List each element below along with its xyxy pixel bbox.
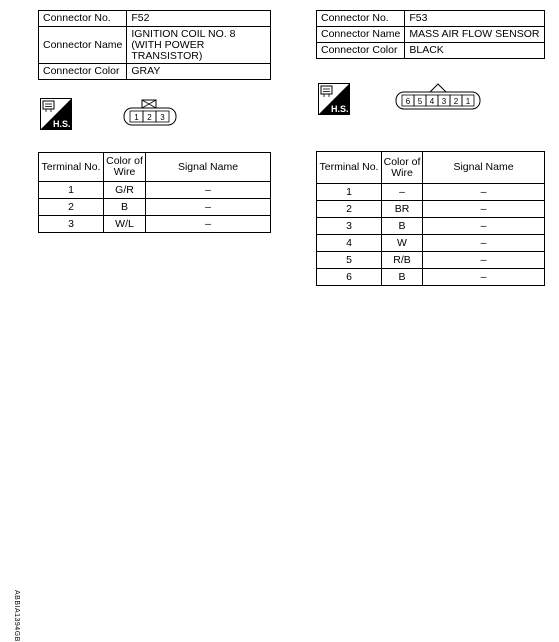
terminal-cell: 5: [317, 252, 382, 269]
pin-label: 3: [160, 113, 165, 122]
connector-color-value: GRAY: [127, 64, 271, 80]
connector-glyph-icon: [43, 101, 54, 112]
table-row: [317, 252, 545, 269]
left-terminal-table: [38, 152, 271, 233]
signal-cell: –: [423, 218, 545, 235]
right-terminal-table: [316, 151, 545, 286]
hs-label: H.S.: [53, 119, 71, 129]
color-cell: B: [104, 199, 146, 216]
table-row: [39, 182, 271, 199]
pin-label: 5: [417, 97, 423, 106]
pin-label: 4: [429, 97, 435, 106]
connector-no-label: Connector No.: [317, 11, 405, 27]
pin-label: 1: [465, 97, 471, 106]
connector-name-row: [317, 27, 545, 43]
signal-cell: –: [146, 199, 271, 216]
connector-color-value: BLACK: [405, 43, 545, 59]
signal-name-header: Signal Name: [423, 152, 545, 184]
color-header-line-1: Color of: [106, 155, 143, 167]
table-row: [317, 235, 545, 252]
connector-no-label: Connector No.: [39, 11, 127, 27]
right-connector-info-table: [316, 10, 545, 59]
hs-label: H.S.: [331, 104, 349, 114]
color-header-line-1: Color of: [383, 155, 421, 168]
color-cell: W/L: [104, 216, 146, 233]
connector-name-row: [39, 27, 271, 64]
signal-cell: –: [423, 252, 545, 269]
color-header-line-2: Wire: [113, 166, 136, 178]
figure-code: ABBIA1394GB: [13, 590, 20, 642]
color-of-wire-header: [104, 153, 146, 182]
color-cell: BR: [382, 201, 423, 218]
terminal-no-header: Terminal No.: [39, 153, 104, 182]
color-header-line-2: Wire: [391, 166, 413, 179]
signal-cell: –: [146, 182, 271, 199]
hs-harness-side-icon: [318, 83, 350, 115]
pin-label: 6: [405, 97, 411, 106]
connector-color-row: [317, 43, 545, 59]
signal-name-header: Signal Name: [146, 153, 271, 182]
signal-cell: –: [423, 201, 545, 218]
table-row: [317, 218, 545, 235]
table-row: [317, 269, 545, 286]
pin-label: 3: [441, 97, 447, 106]
signal-cell: –: [423, 269, 545, 286]
signal-cell: –: [423, 184, 545, 201]
connector-no-row: [39, 11, 271, 27]
connector-color-label: Connector Color: [317, 43, 405, 59]
connector-glyph-icon: [321, 86, 332, 97]
connector-name-line-1: IGNITION COIL NO. 8: [131, 27, 236, 40]
hs-harness-side-icon: [40, 98, 72, 130]
connector-no-row: [317, 11, 545, 27]
table-header-row: [39, 153, 271, 182]
terminal-no-header: Terminal No.: [317, 152, 382, 184]
color-of-wire-header: [382, 152, 423, 184]
table-row: [317, 184, 545, 201]
pin-label: 2: [147, 113, 152, 122]
terminal-cell: 1: [317, 184, 382, 201]
terminal-cell: 2: [317, 201, 382, 218]
terminal-cell: 4: [317, 235, 382, 252]
connector-no-value: F52: [127, 11, 271, 27]
connector-color-row: [39, 64, 271, 80]
color-cell: B: [382, 218, 423, 235]
terminal-cell: 3: [317, 218, 382, 235]
connector-name-value: MASS AIR FLOW SENSOR: [405, 27, 545, 43]
left-connector-face: [119, 98, 181, 128]
connector-name-label: Connector Name: [317, 27, 405, 43]
connector-color-label: Connector Color: [39, 64, 127, 80]
color-cell: R/B: [382, 252, 423, 269]
color-cell: –: [382, 184, 423, 201]
terminal-cell: 1: [39, 182, 104, 199]
left-connector-info-table: [38, 10, 271, 80]
connector-name-value: [127, 27, 271, 64]
terminal-cell: 6: [317, 269, 382, 286]
signal-cell: –: [146, 216, 271, 233]
table-header-row: [317, 152, 545, 184]
connector-name-line-3: TRANSISTOR): [131, 49, 203, 62]
connector-name-line-2: (WITH POWER: [131, 38, 205, 51]
table-row: [39, 199, 271, 216]
color-cell: G/R: [104, 182, 146, 199]
pin-label: 2: [453, 97, 459, 106]
color-cell: B: [382, 269, 423, 286]
connector-no-value: F53: [405, 11, 545, 27]
table-row: [39, 216, 271, 233]
right-connector-face: [393, 80, 483, 112]
color-cell: W: [382, 235, 423, 252]
terminal-cell: 3: [39, 216, 104, 233]
connector-name-label: Connector Name: [39, 27, 127, 64]
table-row: [317, 201, 545, 218]
terminal-cell: 2: [39, 199, 104, 216]
pin-label: 1: [134, 113, 139, 122]
signal-cell: –: [423, 235, 545, 252]
